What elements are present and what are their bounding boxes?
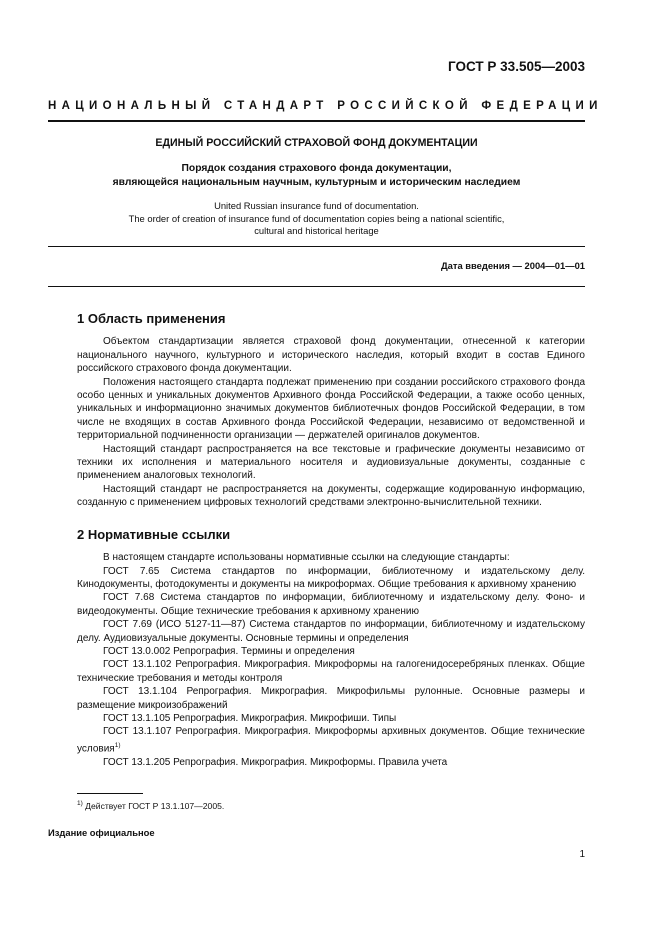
- section-1-heading: 1 Область применения: [77, 311, 226, 326]
- reference-item-text: ГОСТ 13.1.107 Репрография. Микрография. Микроформы архивных документов. Общие технические условия: [77, 726, 585, 755]
- section-2-heading: 2 Нормативные ссылки: [77, 526, 231, 542]
- document-body: [77, 312, 585, 769]
- references-intro: В настоящем стандарте использованы нормативные ссылки на следующие стандарты:: [103, 552, 510, 564]
- date-rule: [48, 286, 585, 287]
- title-rule: [48, 246, 585, 247]
- reference-item: ГОСТ 13.1.104 Репрография. Микрография. Микрофильмы рулонные. Основные размеры и размещение микроизображений: [77, 686, 585, 711]
- sub-title-line: являющейся национальным научным, культурным и историческим наследием: [112, 177, 521, 189]
- national-standard-banner: НАЦИОНАЛЬНЫЙ СТАНДАРТ РОССИЙСКОЙ ФЕДЕРАЦИИ: [48, 100, 603, 112]
- title-block: [48, 137, 585, 238]
- english-title-line: United Russian insurance fund of documentation.: [214, 200, 419, 212]
- official-edition-label: Издание официальное: [48, 827, 155, 838]
- main-title: ЕДИНЫЙ РОССИЙСКИЙ СТРАХОВОЙ ФОНД ДОКУМЕНТАЦИИ: [155, 137, 478, 149]
- reference-item: ГОСТ 13.0.002 Репрография. Термины и определения: [103, 645, 355, 657]
- page-number: 1: [579, 849, 585, 860]
- sub-title-line: Порядок создания страхового фонда документации,: [181, 163, 452, 175]
- section-1-paragraph: Настоящий стандарт распространяется на все текстовые и графические документы независимо от техники их исполнения и материального носителя и аудиовизуальные документы, созданные с применением аналоговых технологий.: [77, 443, 585, 482]
- english-title-line: cultural and historical heritage: [254, 225, 379, 237]
- reference-item: [77, 725, 585, 755]
- section-1-paragraph: Настоящий стандарт не распространяется на документы, содержащие кодированную информацию, созданную с применением цифровых технологий средствами электронно-вычислительной техники.: [77, 483, 585, 509]
- reference-item: ГОСТ 7.68 Система стандартов по информации, библиотечному и издательскому делу. Фоно- и видеодокументы. Общие технические требования к архивному хранению: [77, 592, 585, 617]
- reference-item: ГОСТ 13.1.105 Репрография. Микрография. Микрофиши. Типы: [103, 712, 397, 724]
- sub-title: [48, 162, 585, 190]
- header-rule: [48, 120, 585, 122]
- english-title: [48, 200, 585, 238]
- footnote-mark: 1): [114, 741, 121, 749]
- reference-item: ГОСТ 7.69 (ИСО 5127-11—87) Система стандартов по информации, библиотечному и издательскому делу. Аудиовизуальные документы. Основные термины и определения: [77, 619, 585, 644]
- footnote-mark: 1): [77, 800, 83, 807]
- section-1-paragraph: Объектом стандартизации является страховой фонд документации, отнесенной к категории национального научного, культурного и исторического наследия, который входит в состав Единого российского страхового фонда документации.: [77, 336, 585, 375]
- reference-item: ГОСТ 13.1.102 Репрография. Микрография. Микроформы на галогенидосеребряных пленках. Общие технические требования и методы контроля: [77, 659, 585, 684]
- footnote-text: Действует ГОСТ Р 13.1.107—2005.: [82, 800, 225, 811]
- reference-item: ГОСТ 7.65 Система стандартов по информации, библиотечному и издательскому делу. Кинодокументы, фотодокументы и документы на микроформах. Общие требования к архивному хранению: [77, 565, 585, 590]
- normative-references: [77, 551, 585, 769]
- footnote-rule: [77, 793, 143, 794]
- reference-item: ГОСТ 13.1.205 Репрография. Микрография. Микроформы. Правила учета: [103, 756, 448, 768]
- english-title-line: The order of creation of insurance fund of documentation copies being a national scientific,: [128, 212, 505, 224]
- section-1-paragraph: Положения настоящего стандарта подлежат применению при создании российского страхового фонда особо ценных и уникальных документов Архивного фонда Российской Федерации, а также особо ценных, уникальных и информационно значимых документов библиотечных фондов Российской Федерации, в том числе не входящих в состав Архивного фонда Российской Федерации, независимо от ведомственной и территориальной подчиненности организации — держателей оригиналов документов.: [77, 376, 585, 442]
- introduction-date: Дата введения — 2004—01—01: [440, 260, 585, 271]
- gost-number: ГОСТ Р 33.505—2003: [448, 59, 585, 74]
- footnote: [77, 797, 224, 813]
